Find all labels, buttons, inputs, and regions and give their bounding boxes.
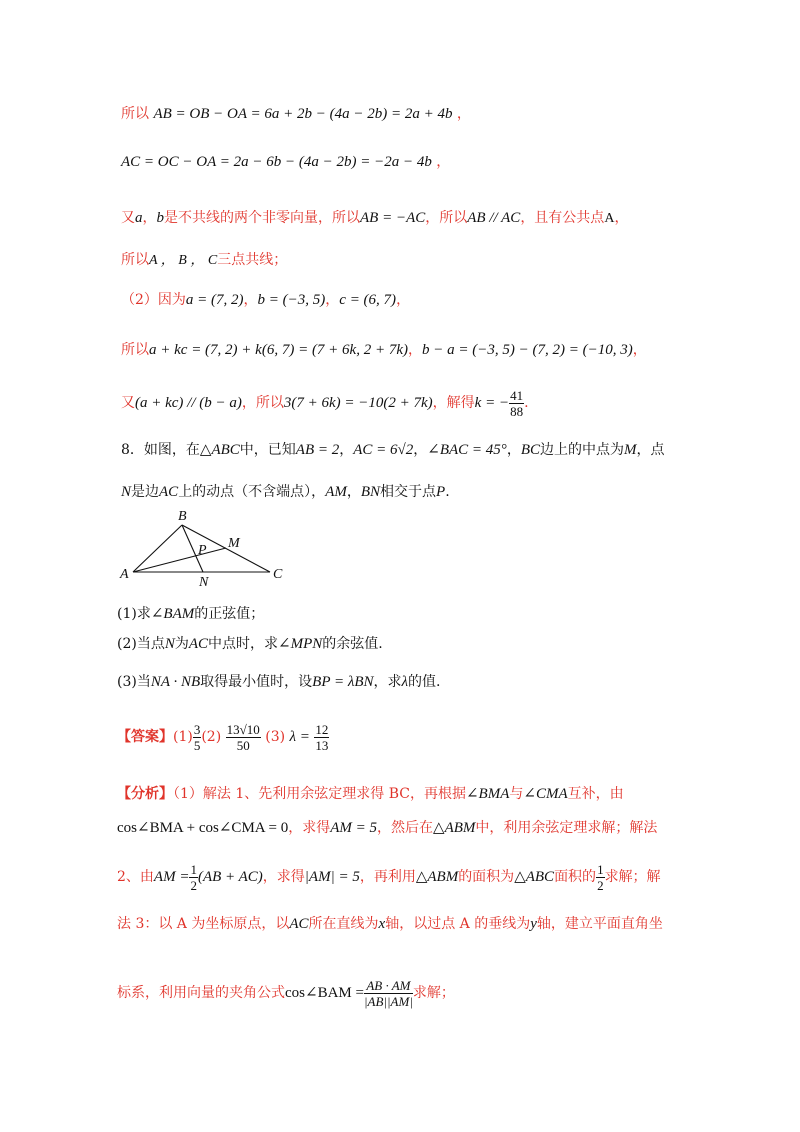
math: cos∠BAM = — [285, 985, 364, 1001]
math: k = − — [474, 395, 510, 411]
math: AC — [289, 916, 309, 932]
math: AC = 6√2 — [353, 442, 414, 458]
math: ∠BAM — [150, 606, 195, 622]
math: (AB + AC) — [197, 869, 263, 885]
q8-line1 — [121, 440, 664, 460]
numerator: 13√10 — [226, 721, 260, 737]
text: 的余弦值. — [322, 636, 383, 652]
text: 中点时，求 — [208, 636, 279, 652]
text: (1) — [173, 729, 193, 745]
text: 所在直线为 — [308, 916, 379, 932]
math: b − a = (−3, 5) − (7, 2) = (−10, 3) — [422, 342, 633, 358]
numerator: 1 — [190, 861, 197, 877]
math: (a + kc) // (b − a) — [135, 395, 242, 411]
text: ，所以 — [425, 210, 468, 226]
text: . — [524, 395, 529, 411]
text: ， — [632, 342, 647, 358]
math: △ABC — [199, 442, 240, 458]
math: y — [530, 916, 537, 932]
numerator: 1 — [597, 861, 604, 877]
text: 的面积为 — [458, 869, 515, 885]
denominator: 2 — [190, 877, 197, 893]
text: 与 — [509, 786, 524, 802]
denominator: 13 — [315, 737, 329, 753]
answer-line — [117, 720, 329, 754]
text: 法 3：以 A 为坐标原点，以 — [117, 916, 290, 932]
fraction — [314, 722, 329, 753]
denominator: 5 — [193, 737, 201, 753]
math: |AM| = 5 — [304, 869, 360, 885]
subq-1 — [117, 604, 264, 624]
text: 是边 — [131, 484, 160, 500]
denominator: |AB||AM| — [363, 993, 413, 1009]
math: c = (6, 7) — [339, 292, 397, 308]
text: 轴，建立平面直角坐 — [536, 916, 663, 932]
denominator: 50 — [236, 737, 250, 753]
math: M — [623, 442, 637, 458]
text: （1）解法 1、先利用余弦定理求得 BC，再根据 — [173, 786, 466, 802]
p1-line2 — [121, 152, 450, 172]
vector-equation: AB = OB − OA = 6a + 2b − (4a − 2b) = 2a + 4b — [153, 106, 453, 122]
math: BC — [520, 442, 540, 458]
text: 又 — [121, 210, 135, 226]
math: AB = −AC — [360, 210, 426, 226]
math: cos∠BMA + cos∠CMA = 0 — [117, 820, 289, 836]
text: ， — [456, 106, 471, 122]
math: AB // AC — [467, 210, 521, 226]
math: λ — [401, 674, 409, 690]
analysis-line3 — [117, 860, 661, 894]
analysis-line4 — [117, 914, 663, 934]
math: BP = λBN — [312, 674, 374, 690]
math: ∠CMA — [523, 786, 568, 802]
text: 为 — [174, 636, 189, 652]
math: AC — [159, 484, 179, 500]
p2-line2 — [121, 340, 647, 360]
math: BN — [360, 484, 381, 500]
segment-am — [133, 548, 226, 572]
text: 是不共线的两个非零向量，所以 — [164, 210, 360, 226]
p1-line1 — [121, 104, 471, 124]
text: ， — [436, 154, 451, 170]
text: (1)求 — [117, 606, 151, 622]
text: ，再利用 — [359, 869, 416, 885]
fraction — [509, 388, 524, 419]
text: 边上的中点为 — [539, 442, 624, 458]
fraction — [189, 862, 198, 893]
text: ，解得 — [432, 395, 475, 411]
math: AB = 2 — [295, 442, 340, 458]
math: ∠BAC = 45° — [427, 442, 507, 458]
denominator: 88 — [510, 403, 524, 419]
math: A ， B ， C — [149, 253, 218, 268]
p1-line3 — [121, 208, 628, 229]
math: ∠MPN — [278, 636, 323, 652]
subq-2 — [117, 634, 383, 654]
text: ，所以 — [241, 395, 284, 411]
fraction — [596, 862, 605, 893]
math: b — [156, 210, 164, 226]
text: 上的动点（不含端点）， — [178, 484, 326, 500]
math: AM — [325, 484, 347, 500]
triangle-figure — [118, 508, 293, 588]
label-b: B — [178, 509, 187, 524]
numerator: 41 — [510, 387, 524, 403]
text: 求解；解 — [604, 869, 661, 885]
denominator: 2 — [597, 877, 604, 893]
text: 2、由 — [117, 869, 154, 885]
text: 又 — [121, 395, 135, 411]
analysis-label: 【分析】 — [117, 786, 173, 802]
math: △ABM — [433, 820, 476, 836]
math: AC — [188, 636, 209, 652]
text: ， — [396, 292, 411, 308]
text: 的值. — [408, 674, 441, 690]
text: ，点 — [636, 442, 665, 458]
numerator: 3 — [193, 721, 201, 737]
answer-label: 【答案】 — [117, 729, 173, 745]
p2-line1 — [121, 290, 410, 310]
text: 互补，由 — [567, 786, 624, 802]
text: ， — [413, 442, 428, 458]
text: 求解； — [412, 985, 455, 1001]
text: ，然后在 — [377, 820, 434, 836]
text: ， — [339, 442, 354, 458]
math: N — [121, 484, 132, 500]
text: 轴，以过点 A 的垂线为 — [385, 916, 531, 932]
math: △ABM — [415, 869, 459, 885]
text: 中，已知 — [239, 442, 296, 458]
math: a = (7, 2) — [185, 292, 244, 308]
numerator: 12 — [315, 721, 329, 737]
fraction — [364, 978, 413, 1009]
text: 标系，利用向量的夹角公式 — [117, 985, 285, 1001]
text: . — [445, 484, 450, 500]
text: ，且有公共点 — [520, 210, 605, 226]
analysis-line1 — [117, 784, 624, 804]
math: A — [604, 211, 615, 226]
text: ， — [325, 292, 340, 308]
text: 取得最小值时，设 — [200, 674, 313, 690]
p1-line4 — [121, 250, 287, 271]
analysis-line5 — [117, 976, 455, 1010]
text: 8．如图，在 — [121, 442, 200, 458]
math: AM = 5 — [330, 820, 378, 836]
math: NA · NB — [150, 674, 201, 690]
text: (3)当 — [117, 674, 151, 690]
math: a + kc = (7, 2) + k(6, 7) = (7 + 6k, 2 + 7k) — [149, 342, 408, 358]
math: b = (−3, 5) — [257, 292, 326, 308]
segment-ab — [133, 525, 182, 572]
text: 三点共线； — [217, 252, 288, 268]
text: ，求得 — [262, 869, 305, 885]
math: AM = — [153, 869, 190, 885]
label-m: M — [228, 536, 240, 551]
vector-equation: AC = OC − OA = 2a − 6b − (4a − 2b) = −2a − 4b — [121, 154, 432, 170]
fraction — [226, 722, 261, 753]
p2-line3 — [121, 386, 529, 420]
text: 所以 — [121, 342, 149, 358]
label-n: N — [199, 575, 209, 588]
analysis-line2 — [117, 818, 657, 838]
q8-line2 — [121, 482, 450, 502]
text: 相交于点 — [380, 484, 437, 500]
math: ∠BMA — [465, 786, 510, 802]
text: 中，利用余弦定理求解；解法 — [475, 820, 658, 836]
text: ， — [614, 210, 629, 226]
math: N — [164, 636, 175, 652]
text: ， — [408, 342, 422, 358]
text: 的正弦值； — [194, 606, 265, 622]
text: ， — [346, 484, 361, 500]
label-p: P — [198, 543, 207, 558]
label-c: C — [273, 567, 283, 582]
numerator: AB · AM — [364, 978, 413, 994]
text: 面积的 — [554, 869, 597, 885]
subq-3 — [117, 672, 440, 692]
math: △ABC — [514, 869, 555, 885]
text: (2) — [201, 729, 222, 745]
text: ， — [142, 210, 157, 226]
text: 所以 — [121, 106, 149, 122]
text: （2）因为 — [121, 292, 186, 308]
text: ，求 — [373, 674, 402, 690]
math: 3(7 + 6k) = −10(2 + 7k) — [283, 395, 433, 411]
math: x — [378, 916, 386, 932]
text: (3) — [265, 729, 286, 745]
label-a: A — [120, 567, 129, 582]
text: ， — [506, 442, 521, 458]
math: λ = — [289, 729, 310, 745]
text: (2)当点 — [117, 636, 165, 652]
math: P — [436, 484, 446, 500]
text: ，求得 — [288, 820, 331, 836]
text: ， — [243, 292, 258, 308]
text: 所以 — [121, 252, 149, 268]
math: a — [135, 210, 143, 226]
